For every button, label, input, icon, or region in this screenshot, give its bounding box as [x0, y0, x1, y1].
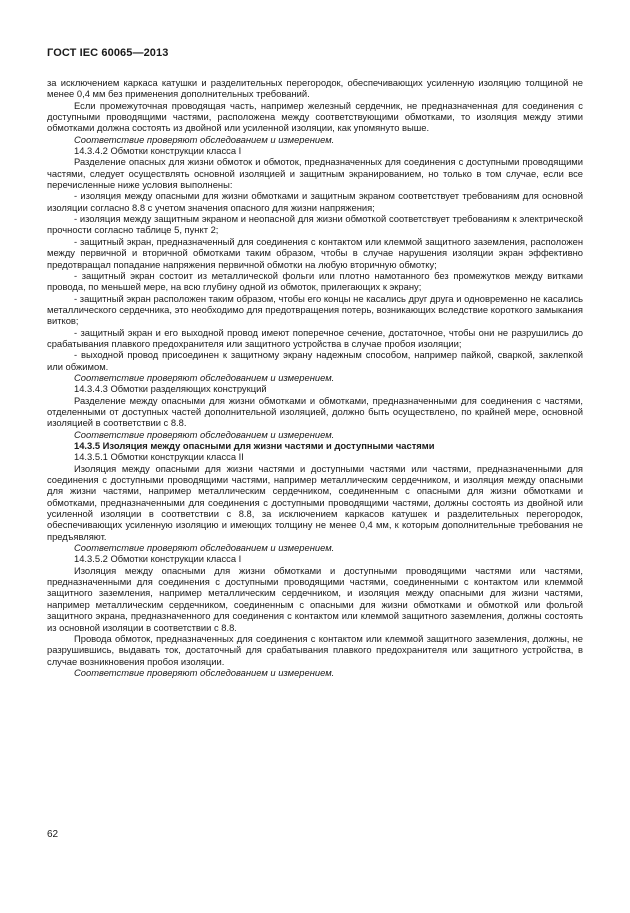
compliance-note: Соответствие проверяют обследованием и измерением.	[74, 133, 335, 145]
compliance-note: Соответствие проверяют обследованием и измерением.	[74, 542, 335, 554]
paragraph: Если промежуточная проводящая часть, например железный сердечник, не предназначенная для соединения с доступными проводящими частями, расположена между соответствующими обмотками, то изоляция между этими обмотками должна состоять из двойной или усиленной изоляции, как упомянуто выше.	[47, 99, 583, 134]
paragraph: - защитный экран, предназначенный для соединения с контактом или клеммой защитного заземления, расположен между первичной и вторичной обмотками таким образом, чтобы в случае нарушения изоляции экран эффективно предотвращал попадание напряжения первичной обмотки на любую вторичную обмотку;	[47, 235, 583, 270]
compliance-note: Соответствие проверяют обследованием и измерением.	[74, 666, 335, 678]
compliance-note: Соответствие проверяют обследованием и измерением.	[74, 371, 335, 383]
compliance-note: Соответствие проверяют обследованием и измерением.	[74, 428, 335, 440]
paragraph: - выходной провод присоединен к защитному экрану надежным способом, например пайкой, сваркой, заклепкой или обжимом.	[47, 349, 583, 372]
paragraph: 14.3.5.2 Обмотки конструкции класса I	[74, 553, 242, 565]
paragraph: Изоляция между опасными для жизни частями и доступными частями или частями, предназначенными для соединения с доступными проводящими частями, например металлическим сердечником, и изоляция между опасными для жизни частями, например металлическим сердечником, соединенным с опасными для жизни обмотками и обмотками, предназначенными для соединения с доступными проводящими частями, должны состоять из двойной или усиленной изоляции в соответствии с 8.8, за исключением каркасов катушек и разделительных перегородок, обеспечивающих усиленную изоляцию и имеющих толщину не менее 0,4 мм, к которым дополнительные требования не предъявляют.	[47, 462, 583, 542]
document-body	[47, 77, 583, 678]
paragraph: - защитный экран состоит из металлической фольги или плотно намотанного без промежутков между витками провода, по меньшей мере, на всю глубину одной из обмоток, прилегающих к экрану;	[47, 269, 583, 293]
page-number: 62	[47, 829, 59, 840]
paragraph: - изоляция между опасными для жизни обмотками и защитным экраном соответствует требованиям для основной изоляции согласно 8.8 с учетом значения опасного для жизни напряжения;	[47, 190, 583, 213]
paragraph: 14.3.5.1 Обмотки конструкции класса II	[74, 451, 244, 463]
paragraph: Изоляция между опасными для жизни обмотками и доступными проводящими частями или частями, предназначенными для соединения с доступными проводящими частями, соединенными с контактом или клеммой защитного заземления, например металлическим сердечником, и изоляция между опасными для жизни частями, например металлическим сердечником, соединенным с опасными для жизни обмотками и обмоткой или фольгой защитного экрана, предназначенного для соединения с контактом или клеммой защитного заземления, должны состоять из основной изоляции в соответствии с 8.8.	[47, 564, 583, 633]
paragraph: Разделение между опасными для жизни обмотками и обмотками, предназначенными для соединения с частями, отделенными от доступных частей дополнительной изоляцией, должно быть осуществлено, по крайней мере, основной изоляцией в соответствии с 8.8.	[47, 394, 583, 429]
section-heading: 14.3.5 Изоляция между опасными для жизни частями и доступными частями	[74, 440, 435, 451]
paragraph: - защитный экран расположен таким образом, чтобы его концы не касались друг друга и одновременно не касались металлического сердечника, это необходимо для предотвращения потерь, возникающих вследствие короткого замыкания витков;	[47, 292, 583, 327]
paragraph: Разделение опасных для жизни обмоток и обмоток, предназначенных для соединения с доступными проводящими частями, следует осуществлять основной изоляцией и защитным экранированием, но только в том случае, если все перечисленные ниже условия выполнены:	[47, 156, 583, 191]
document-header: ГОСТ IEC 60065—2013	[47, 47, 169, 59]
paragraph: за исключением каркаса катушки и разделительных перегородок, обеспечивающих усиленную изоляцию толщиной не менее 0,4 мм без применения дополнительных требований.	[47, 77, 583, 100]
paragraph: Провода обмоток, предназначенных для соединения с контактом или клеммой защитного заземления, должны, не разрушившись, выдавать ток, достаточный для срабатывания плавкого предохранителя или защитного устройства, в случае возникновения пробоя изоляции.	[47, 632, 583, 667]
paragraph: 14.3.4.3 Обмотки разделяющих конструкций	[74, 383, 267, 395]
paragraph: - защитный экран и его выходной провод имеют поперечное сечение, достаточное, чтобы они не разрушились до срабатывания плавкого предохранителя или защитного устройства в случае пробоя изоляции;	[47, 326, 583, 349]
paragraph: - изоляция между защитным экраном и неопасной для жизни обмоткой соответствует требованиям к электрической прочности согласно таблице 5, пункт 2;	[47, 213, 583, 236]
paragraph: 14.3.4.2 Обмотки конструкции класса I	[74, 145, 242, 157]
